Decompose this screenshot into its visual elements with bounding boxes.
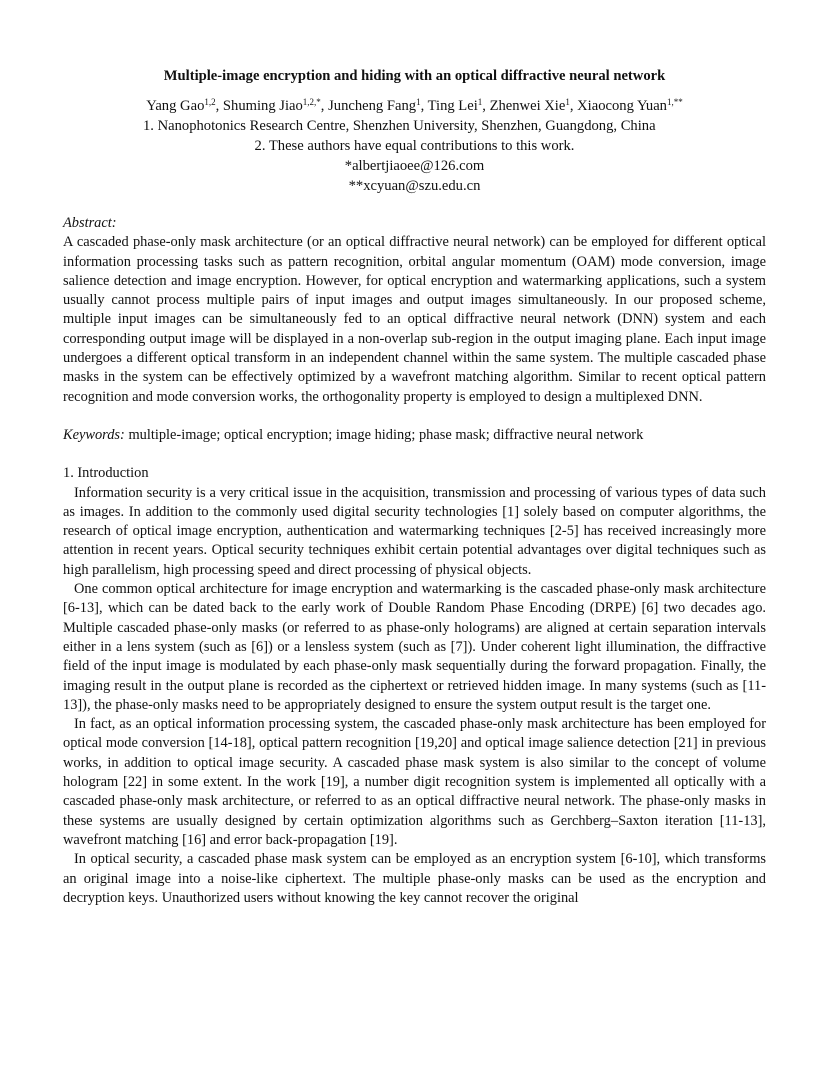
author-list: Yang Gao$^{1,2}$, Shuming Jiao$^{1,2,*}$, Juncheng Fang$^1$, Ting Lei$^1$, Zhenwei Xie$^1$, Xiaocong Yuan$^{1,**}$ [146, 97, 683, 114]
author-name: Yang Gao [146, 98, 205, 114]
author-affiliation-mark: 1,2 [204, 97, 216, 107]
body-paragraph: Information security is a very critical issue in the acquisition, transmission and processing of various types of data such as images. In addition to the commonly used digital security technologies [1] solely based on computer algorithms, the research of optical image encryption, authentication and watermarking techniques [2-5] has received increasingly more attention in recent years. Optical security techniques exhibit certain potential advantages over digital techniques such as high parallelism, high processing speed and direct processing of physical objects. [63, 484, 766, 578]
corresponding-email: **xcyuan@szu.edu.cn [348, 178, 481, 194]
keywords-text: multiple-image; optical encryption; image hiding; phase mask; diffractive neural network [128, 426, 644, 443]
corresponding-email: *albertjiaoee@126.com [344, 158, 485, 174]
author-affiliation-mark: 1 [477, 97, 483, 107]
author-affiliation-mark: 1,** [666, 97, 683, 107]
author-name: Shuming Jiao [222, 98, 303, 114]
section-heading: 1. Introduction [63, 465, 149, 482]
author-affiliation-mark: 1,2,* [302, 97, 321, 107]
keywords-line [63, 426, 766, 445]
affiliation-line: 1. Nanophotonics Research Centre, Shenzhen University, Shenzhen, Guangdong, China [143, 118, 656, 134]
author-affiliation-mark: 1 [565, 97, 570, 107]
affiliation-note: 2. These authors have equal contributions to this work. [254, 138, 575, 154]
abstract-text: A cascaded phase-only mask architecture (or an optical diffractive neural network) can be employed for different optical information processing tasks such as pattern recognition, orbital angular momentum (OAM) mode conversion, image salience detection and image encryption. However, for optical encryption and watermarking applications, such a system usually cannot process multiple pairs of input images and output images simultaneously. In our proposed scheme, multiple input images can be simultaneously fed to an optical diffractive neural network (DNN) system and each corresponding output image will be displayed in a non-overlap sub-region in the output imaging plane. Each input image undergoes a different optical transform in an independent channel within the same system. The multiple cascaded phase masks in the system can be effectively optimized by a wavefront matching algorithm. Similar to recent optical pattern recognition and mode conversion works, the orthogonality property is employed to design a multiplexed DNN. [63, 234, 766, 405]
author-affiliation-mark: 1 [416, 97, 421, 107]
body-paragraph: One common optical architecture for image encryption and watermarking is the cascaded phase-only mask architecture [6-13], which can be dated back to the early work of Double Random Phase Encoding (DRPE) [6] two decades ago. Multiple cascaded phase-only masks (or referred to as phase-only holograms) are aligned at certain separation intervals either in a lens system (such as [6]) or a lensless system (such as [7]). Under coherent light illumination, the diffractive field of the input image is modulated by each phase-only mask sequentially during the forward propagation. Finally, the imaging result in the output plane is recorded as the ciphertext or retrieved hidden image. In many systems (such as [11-13]), the phase-only masks need to be appropriately designed to ensure the system output result is the target one. [63, 581, 766, 713]
paper-title: Multiple-image encryption and hiding with an optical diffractive neural network [163, 68, 666, 84]
paper-page [63, 66, 766, 908]
body-paragraph: In optical security, a cascaded phase mask system can be employed as an encryption system [6-10], which transforms an original image into a noise-like ciphertext. The multiple phase-only masks can be used as the encryption and decryption keys. Unauthorized users without knowing the key cannot recover the original [63, 851, 766, 906]
body-paragraph: In fact, as an optical information processing system, the cascaded phase-only mask architecture has been employed for optical mode conversion [14-18], optical pattern recognition [19,20] and optical image salience detection [21] in previous works, in addition to optical image security. A cascaded phase mask system is also similar to the concept of volume hologram [22] in some extent. In the work [19], a number digit recognition system is implemented all optically with a cascaded phase-only mask architecture, or referred to as an optical diffractive neural network. The phase-only masks in these systems are usually designed by certain optimization algorithms such as Gerchberg–Saxton iteration [11-13], wavefront matching [16] and error back-propagation [19]. [63, 716, 766, 848]
abstract-label: Abstract: [63, 215, 117, 231]
author-name: Ting Lei [427, 98, 478, 114]
keywords-label: Keywords: [63, 426, 125, 443]
author-name: Zhenwei Xie [489, 98, 566, 114]
author-name: Xiaocong Yuan [577, 98, 667, 114]
author-name: Juncheng Fang [328, 98, 417, 114]
